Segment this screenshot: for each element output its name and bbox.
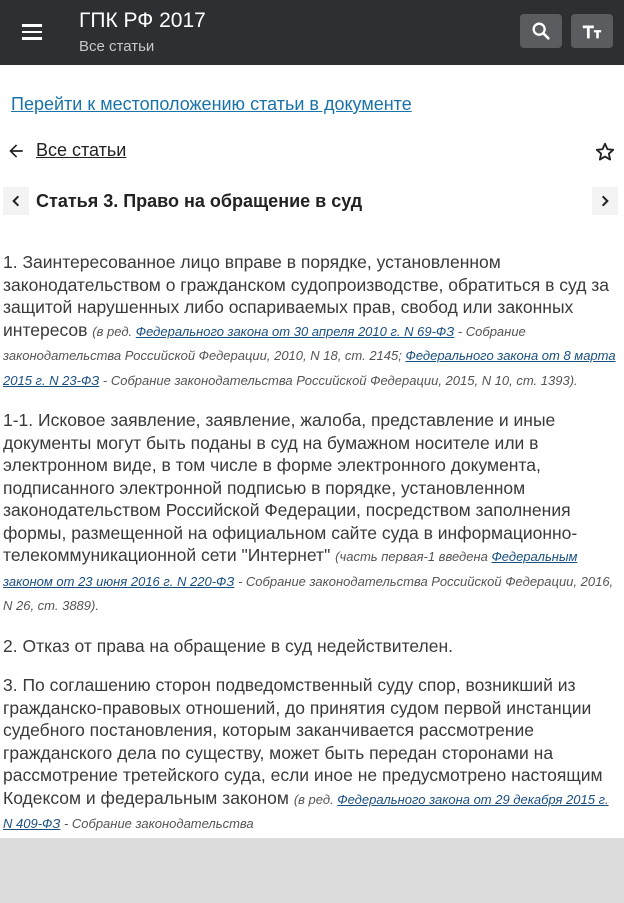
note-text: - Собрание законодательства [60,816,254,831]
paragraph-1 [3,251,621,392]
article-title: Статья 3. Право на обращение в суд [36,191,363,211]
law-link[interactable]: Федеральным законом от 23 июня 2016 г. N 220-ФЗ [3,549,578,589]
paragraph-text: 2. Отказ от права на обращение в суд недействителен. [3,635,454,656]
law-link[interactable]: Федерального закона от 29 декабря 2015 г. N 409-ФЗ [3,791,609,831]
text-size-icon [581,20,603,42]
menu-icon[interactable] [18,20,46,44]
app-subtitle: Все статьи [79,38,155,55]
paragraph-text: 3. По соглашению сторон подведомственный суду спор, возникший из гражданско-правовых отношений, до принятия судом первой инстанции судебного постановления, которым заканчивается рассмотрение гражданского дела по существу, может быть передан сторонами на рассмотрение третейского суда, если иное не предусмотрено настоящим Кодексом и федеральным законом [3,675,603,808]
app-title: ГПК РФ 2017 [79,9,206,32]
paragraph-2 [3,635,621,658]
note-text: - Собрание законодательства Российской Федерации, 2015, N 10, ст. 1393). [99,372,578,388]
note-text: - Собрание законодательства Российской Федерации, 2016, N 26, ст. 3889). [3,573,614,613]
edition-note [3,324,616,388]
law-link[interactable]: Федерального закона от 30 апреля 2010 г. N 69-ФЗ [135,323,455,339]
note-text: (в ред. [92,323,136,339]
paragraph-text: 1-1. Исковое заявление, заявление, жалоба, представление и иные документы могут быть поданы в суд на бумажном носителе или в электронном виде, в том числе в форме электронного документа, подписанного электронной подписью в порядке, установленном законодательством Российской Федерации, посредством заполнения формы, размещенной на официальном сайте суда в информационно-телекоммуникационной сети "Интернет" [3,410,578,565]
search-icon [530,20,552,42]
text-size-button[interactable] [571,14,613,48]
chevron-left-icon [9,194,23,208]
next-article-button[interactable] [592,187,618,215]
note-text: (в ред. [293,791,338,807]
paragraph-1-1 [3,409,621,618]
note-text: (часть первая-1 введена [335,549,492,564]
search-button[interactable] [520,14,562,48]
note-text: - Собрание законодательства Российской Федерации, 2010, N 18, ст. 2145; [3,323,526,363]
back-row [0,135,624,167]
article-body [3,251,621,838]
star-icon[interactable] [594,141,616,163]
back-arrow-icon[interactable] [6,141,26,161]
paragraph-text: 1. Заинтересованное лицо вправе в порядке, установленном законодательством о гражданском судопроизводстве, обратиться в суд за защитой нарушенных либо оспариваемых прав, свобод или законных интересов [3,252,610,340]
back-all-articles-link[interactable]: Все статьи [36,140,127,160]
article-nav [0,185,624,217]
law-link[interactable]: Федерального закона от 8 марта 2015 г. N 23-ФЗ [3,348,616,388]
article-content [0,65,624,838]
goto-location-link[interactable]: Перейти к местоположению статьи в документе [11,94,412,114]
chevron-right-icon [598,194,612,208]
app-bar [0,0,624,65]
prev-article-button[interactable] [3,187,29,215]
paragraph-3 [3,674,621,836]
